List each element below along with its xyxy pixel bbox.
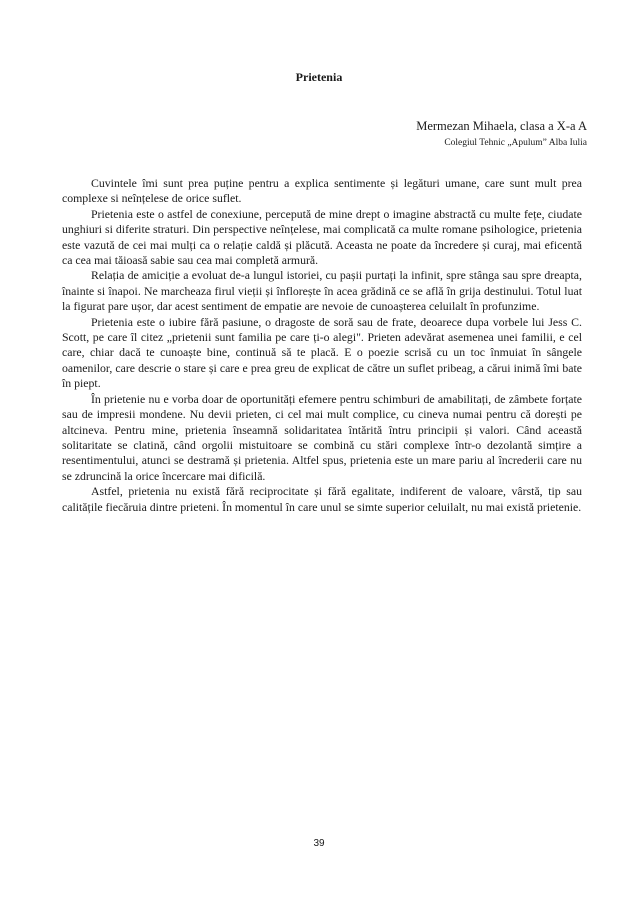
paragraph: Cuvintele îmi sunt prea puține pentru a explica sentimente și legături umane, care sunt mult prea complexe si neînțelese de orice suflet. bbox=[62, 176, 582, 206]
page-number: 39 bbox=[313, 838, 325, 849]
paragraph: Prietenia este o astfel de conexiune, percepută de mine drept o imagine abstractă cu multe fețe, ciudate unghiuri si diferite straturi. Din perspective neînțelese, mai complicată ca multe romane psihologice, prietenia este vazută de cei mai mulți ca o relație caldă și plăcută. Aceasta ne poate da încredere și curaj, mai eficentă ca cea mai tăioasă sabie sau cea mai completă armură. bbox=[62, 206, 582, 268]
paragraph: Relația de amiciție a evoluat de-a lungul istoriei, cu pașii purtați la infinit, spre stânga sau spre dreapta, înainte si înapoi. Ne marcheaza firul vieții și înflorește în acea grădină ce se află în grija destinului. Totul luat la figurat pare ușor, dar acest sentiment de empatie are nevoie de cunoașterea celuilalt în profunzime. bbox=[62, 268, 582, 314]
paragraph: Prietenia este o iubire fără pasiune, o dragoste de soră sau de frate, deoarece dupa vorbele lui Jess C. Scott, pe care îl citez „prietenii sunt familia pe care ți-o alegi". Prieten adevărat asemenea unei familii, e cel care, chiar dacă te cunoaște bine, continuă să te placă. E o poezie scrisă cu un toc înmuiat în sângele oamenilor, care descrie o stare și care e prea greu de explicat de către un suflet pribeag, a cărui inimă îmi bate în piept. bbox=[62, 314, 582, 391]
document-title: Prietenia bbox=[295, 70, 343, 84]
paragraph: Astfel, prietenia nu există fără reciprocitate și fără egalitate, indiferent de valoare, vârstă, tip sau calitățile fiecăruia dintre prieteni. În momentul în care unul se simte superior celuilalt, nu mai există prietenie. bbox=[62, 484, 582, 514]
essay-body bbox=[62, 176, 582, 515]
school-line: Colegiul Tehnic „Apulum” Alba Iulia bbox=[444, 138, 587, 148]
author-line: Mermezan Mihaela, clasa a X-a A bbox=[416, 119, 587, 133]
paragraph: În prietenie nu e vorba doar de oportunități efemere pentru schimburi de amabilitați, de zâmbete forțate sau de impresii mondene. Nu devii prieten, ci cel mai mult complice, cu cineva numai pentru că dorești pe altcineva. Pentru mine, prietenia înseamnă solidaritatea întărită întru principii și valori. Când această solitaritate se clatină, când orgolii mistuitoare se combină cu stări complexe într-o dezolantă simțire a resentimentului, atunci se destramă și prietenia. Altfel spus, prietenia este un mare pariu al încrederii care nu se zdruncină la orice încercare mai dificilă. bbox=[62, 391, 582, 483]
